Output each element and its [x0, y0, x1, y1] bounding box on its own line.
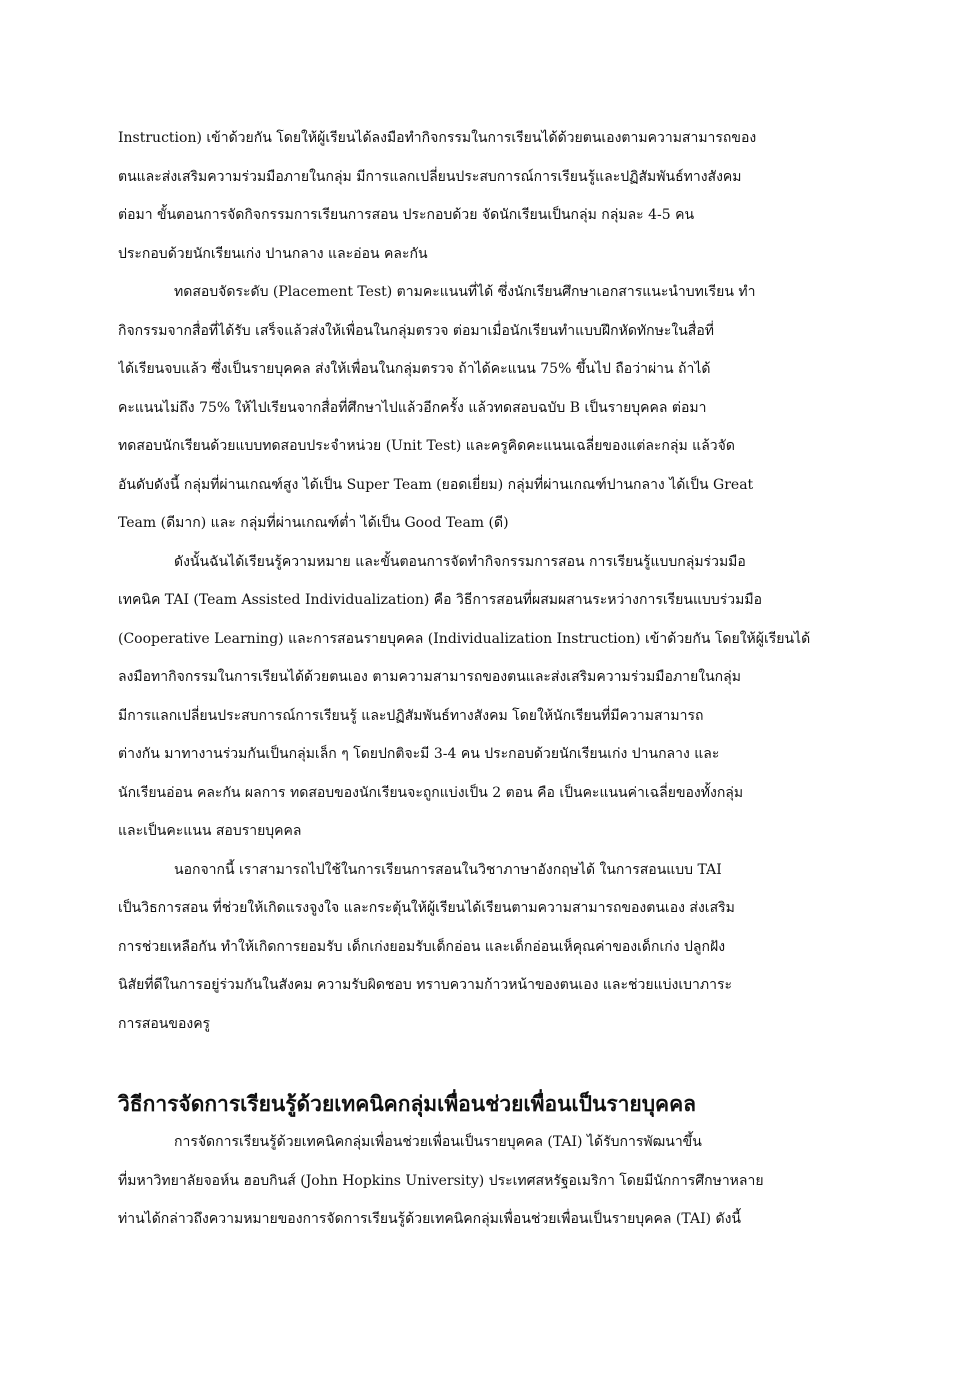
- text-line: การสอนของครู: [118, 1015, 211, 1032]
- paragraph-3: [118, 543, 860, 851]
- text-line: การช่วยเหลือกัน ทำให้เกิดการยอมรับ เด็กเก่งยอมรับเด็กอ่อน และเด็กอ่อนเห็คุณค่าของเด็กเก่ง ปลูกฝัง: [118, 938, 726, 955]
- text-line: การจัดการเรียนรู้ด้วยเทคนิคกลุ่มเพื่อนช่วยเพื่อนเป็นรายบุคคล (TAI) ได้รับการพัฒนาขึ้น: [174, 1134, 702, 1150]
- section-spacer: [118, 1043, 860, 1085]
- paragraph-1: [118, 119, 860, 273]
- text-line: ตนและส่งเสริมความร่วมมือภายในกลุ่ม มีการแลกเปลี่ยนประสบการณ์การเรียนรู้และปฏิสัมพันธ์ทางสังคม: [118, 168, 742, 185]
- text-line: ดังนั้นฉันได้เรียนรู้ความหมาย และขั้นตอนการจัดทำกิจกรรมการสอน การเรียนรู้แบบกลุ่มร่วมมือ: [174, 553, 746, 570]
- text-line: กิจกรรมจากสื่อที่ได้รับ เสร็จแล้วส่งให้เพื่อนในกลุ่มตรวจ ต่อมาเมื่อนักเรียนทำแบบฝึกหัดทักษะในสื่อที่: [118, 322, 714, 339]
- text-line: ต่างกัน มาทางานร่วมกันเป็นกลุ่มเล็ก ๆ โดยปกติจะมี 3-4 คน ประกอบด้วยนักเรียนเก่ง ปานกลาง และ: [118, 746, 720, 762]
- paragraph-2: [118, 273, 860, 543]
- text-line: มีการแลกเปลี่ยนประสบการณ์การเรียนรู้ และปฏิสัมพันธ์ทางสังคม โดยให้นักเรียนที่มีความสามารถ: [118, 707, 704, 724]
- text-line: นิสัยที่ดีในการอยู่ร่วมกันในสังคม ความรับผิดชอบ ทราบความก้าวหน้าของตนเอง และช่วยแบ่งเบาภาระ: [118, 977, 732, 993]
- text-line: นอกจากนี้ เราสามารถไปใช้ในการเรียนการสอนในวิชาภาษาอังกฤษได้ ในการสอนแบบ TAI: [174, 861, 722, 878]
- text-line: (Cooperative Learning) และการสอนรายบุคคล (Individualization Instruction) เข้าด้วยกัน โดยให้ผู้เรียนได้: [118, 630, 811, 647]
- paragraph-4: [118, 851, 860, 1044]
- text-line: อันดับดังนี้ กลุ่มที่ผ่านเกณฑ์สูง ได้เป็น Super Team (ยอดเยี่ยม) กลุ่มที่ผ่านเกณฑ์ปานกลาง ได้เป็น Great: [118, 476, 754, 493]
- text-line: ลงมือทากิจกรรมในการเรียนได้ด้วยตนเอง ตามความสามารถของตนและส่งเสริมความร่วมมือภายในกลุ่ม: [118, 669, 741, 685]
- text-line: นักเรียนอ่อน คละกัน ผลการ ทดสอบของนักเรียนจะถูกแบ่งเป็น 2 ตอน คือ เป็นคะแนนค่าเฉลี่ยของทั้งกลุ่ม: [118, 784, 744, 801]
- text-line: ประกอบด้วยนักเรียนเก่ง ปานกลาง และอ่อน คละกัน: [118, 245, 428, 262]
- text-line: ท่านได้กล่าวถึงความหมายของการจัดการเรียนรู้ด้วยเทคนิคกลุ่มเพื่อนช่วยเพื่อนเป็นรายบุคคล (TAI) ดังนี้: [118, 1211, 742, 1227]
- text-line: ทดสอบจัดระดับ (Placement Test) ตามคะแนนที่ได้ ซึ่งนักเรียนศึกษาเอกสารแนะนำบทเรียน ทำ: [174, 284, 756, 300]
- text-line: เป็นวิธการสอน ที่ช่วยให้เกิดแรงจูงใจ และกระตุ้นให้ผู้เรียนได้เรียนตามความสามารถของตนเอง ส่งเสริม: [118, 900, 735, 916]
- text-line: และเป็นคะแนน สอบรายบุคคล: [118, 823, 302, 839]
- text-line: ต่อมา ขั้นตอนการจัดกิจกรรมการเรียนการสอน ประกอบด้วย จัดนักเรียนเป็นกลุ่ม กลุ่มละ 4-5 คน: [118, 207, 695, 223]
- text-line: Team (ดีมาก) และ กลุ่มที่ผ่านเกณฑ์ต่ำ ได้เป็น Good Team (ดี): [118, 515, 509, 531]
- text-line: ที่มหาวิทยาลัยจอห์น ฮอบกินส์ (John Hopkins University) ประเทศสหรัฐอเมริกา โดยมีนักการศึกษาหลาย: [118, 1172, 764, 1189]
- text-line: ได้เรียนจบแล้ว ซึ่งเป็นรายบุคคล ส่งให้เพื่อนในกลุ่มตรวจ ถ้าได้คะแนน 75% ขึ้นไป ถือว่าผ่าน ถ้าได้: [118, 361, 711, 377]
- text-line: ทดสอบนักเรียนด้วยแบบทดสอบประจำหน่วย (Unit Test) และครูคิดคะแนนเฉลี่ยของแต่ละกลุ่ม แล้วจัด: [118, 438, 735, 454]
- text-line: คะแนนไม่ถึง 75% ให้ไปเรียนจากสื่อที่ศึกษาไปแล้วอีกครั้ง แล้วทดสอบฉบับ B เป็นรายบุคคล ต่อมา: [118, 399, 707, 416]
- section-paragraph: [118, 1123, 860, 1239]
- section-heading: วิธีการจัดการเรียนรู้ด้วยเทคนิคกลุ่มเพื่อนช่วยเพื่อนเป็นรายบุคคล: [118, 1091, 697, 1116]
- text-line: เทคนิค TAI (Team Assisted Individualization) คือ วิธีการสอนที่ผสมผสานระหว่างการเรียนแบบร่วมมือ: [118, 592, 762, 608]
- text-line: Instruction) เข้าด้วยกัน โดยให้ผู้เรียนได้ลงมือทำกิจกรรมในการเรียนได้ด้วยตนเองตามความสามารถของ: [118, 130, 757, 146]
